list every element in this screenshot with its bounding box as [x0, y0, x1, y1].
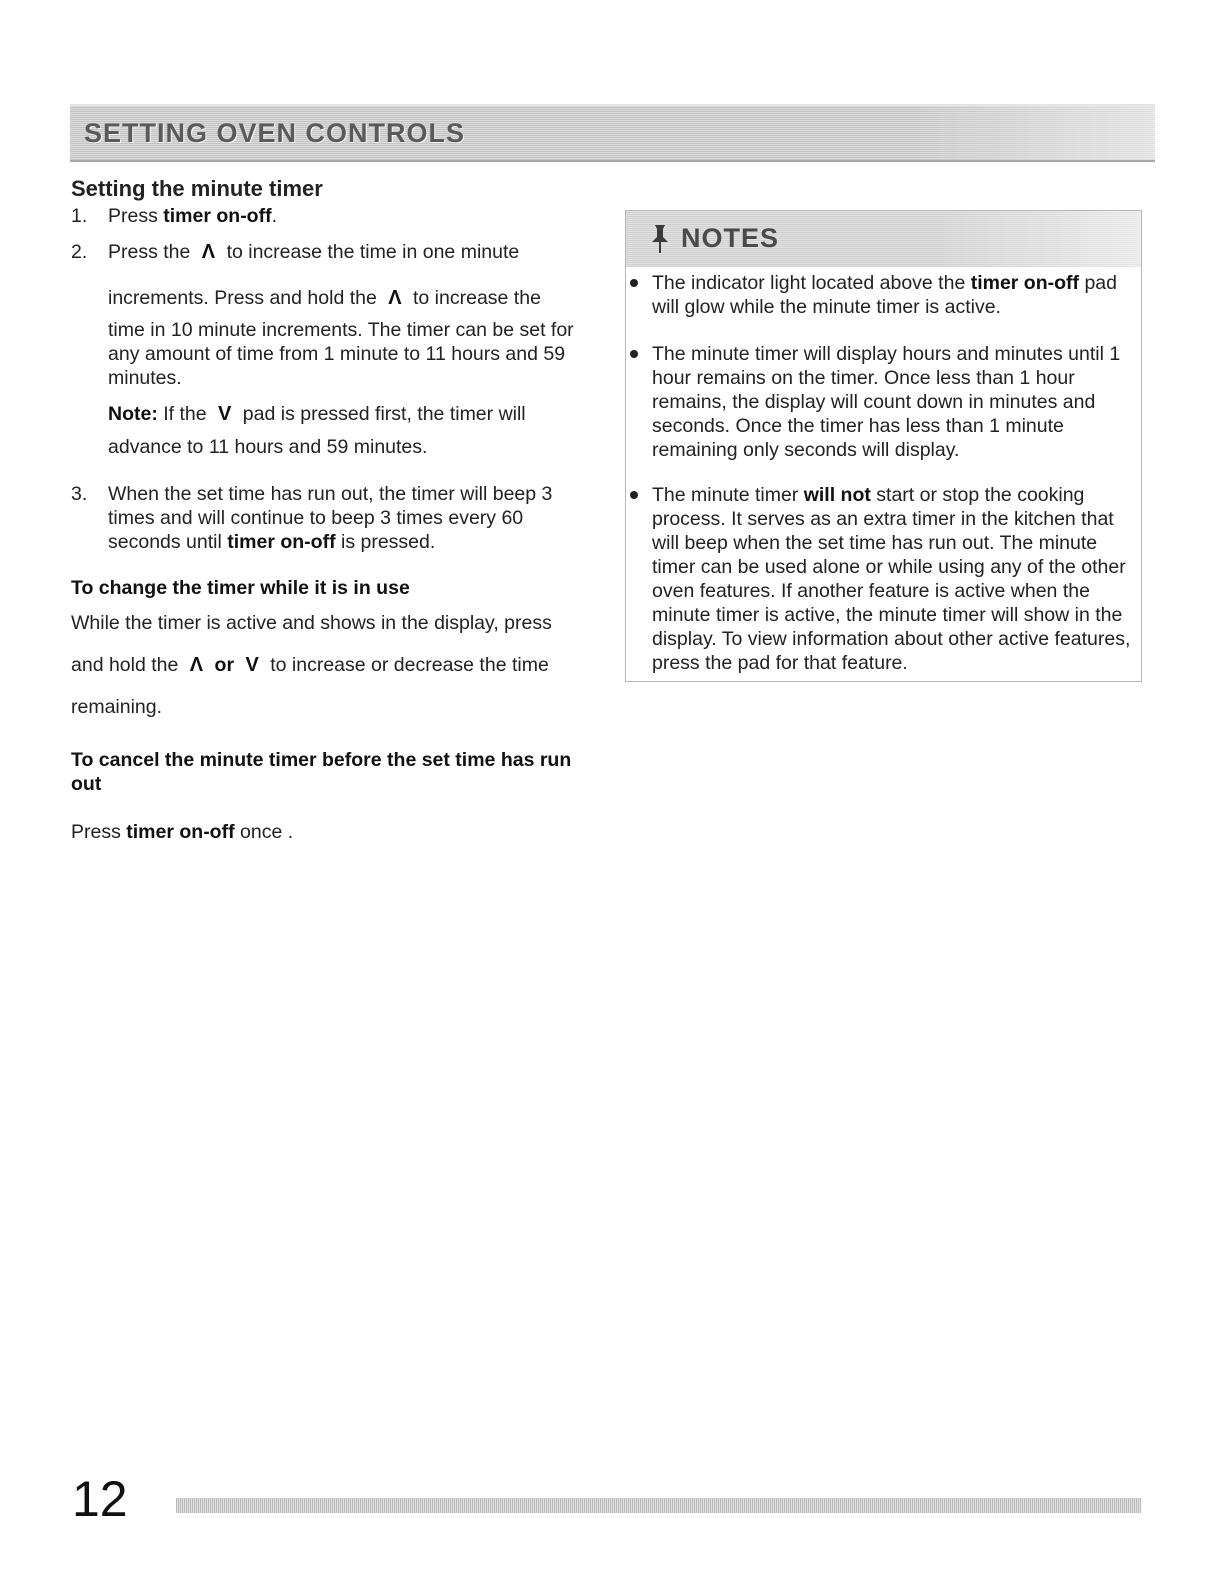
timer-on-off-label: timer on-off [126, 821, 235, 843]
footer-bar [176, 1498, 1141, 1513]
section-title: SETTING OVEN CONTROLS [84, 118, 466, 148]
banner-fade [915, 106, 1155, 160]
step-text: . [271, 205, 278, 227]
note-item [652, 483, 1132, 675]
notes-header-fade [941, 211, 1141, 267]
down-arrow-icon: V [218, 403, 232, 425]
note-label: Note: [108, 403, 158, 425]
step-number: 3. [71, 483, 88, 505]
step-2 [71, 240, 591, 264]
change-timer-text: While the timer is active and shows in the display, press [71, 612, 552, 634]
step-text: increments. Press and hold the [108, 287, 377, 309]
note-text: The minute timer [652, 484, 804, 506]
step-1 [71, 204, 591, 228]
change-timer-text: to increase or decrease the time [270, 654, 549, 676]
cancel-timer-text: Press [71, 821, 127, 843]
note-text: The minute timer will display hours and minutes until 1 hour remains on the timer. Once less than 1 hour remains, the display will count down in minutes and seconds. Once the timer has less than 1 minute remaining only seconds will display. [652, 343, 1121, 461]
down-arrow-icon: V [245, 654, 259, 676]
up-arrow-icon: Λ [388, 287, 402, 309]
step-text: to increase the time in one minute [226, 241, 520, 263]
change-timer-text: and hold the [71, 654, 179, 676]
section-banner [70, 104, 1155, 162]
left-column [71, 176, 591, 202]
note-text: The indicator light located above the [652, 272, 971, 294]
will-not-label: will not [803, 484, 871, 506]
bullet-icon [630, 491, 638, 499]
note-text: If the [157, 403, 207, 425]
note-text: pad is pressed first, the timer will [242, 403, 526, 425]
note-text: pad will glow while the minute timer is active. [652, 272, 1117, 318]
up-arrow-icon: Λ [189, 654, 204, 676]
step-text: is pressed. [335, 531, 436, 553]
step-text: to increase the [413, 287, 541, 309]
timer-on-off-label: timer on-off [163, 205, 272, 227]
bullet-icon [630, 279, 638, 287]
note-item [652, 342, 1132, 462]
timer-on-off-label: timer on-off [227, 531, 336, 553]
notes-title: NOTES [681, 223, 780, 253]
step-3 [71, 482, 591, 554]
pushpin-icon [648, 223, 672, 255]
change-timer-text: remaining. [71, 696, 163, 718]
notes-header [626, 211, 1141, 267]
subsection-heading: Setting the minute timer [71, 176, 323, 201]
up-arrow-icon: Λ [201, 241, 216, 263]
step-text: Press the [108, 241, 191, 263]
note-block [108, 402, 588, 459]
change-timer-section [71, 576, 591, 719]
timer-on-off-label: timer on-off [970, 272, 1080, 294]
step-2-continued [108, 286, 588, 390]
page-number: 12 [72, 1471, 128, 1527]
notes-box [625, 210, 1142, 682]
note-text: advance to 11 hours and 59 minutes. [108, 436, 428, 458]
change-timer-line [71, 653, 591, 677]
cancel-timer-heading: To cancel the minute timer before the set time has run out [71, 749, 572, 795]
step-text: time in 10 minute increments. The timer can be set for any amount of time from 1 minute to 11 hours and 59 minutes. [108, 319, 574, 389]
note-item [652, 271, 1132, 319]
step-number: 1. [71, 205, 88, 227]
step-text: Press [108, 205, 164, 227]
change-timer-heading: To change the timer while it is in use [71, 577, 410, 599]
cancel-timer-section [71, 748, 591, 844]
step-text: When the set time has run out, the timer will beep 3 times and will continue to beep 3 times every 60 seconds until [108, 483, 553, 553]
note-text: start or stop the cooking process. It serves as an extra timer in the kitchen that will beep when the set time has run out. The minute timer can be used alone or while using any of the other oven features. If another feature is active when the minute timer is active, the minute timer will show in the display. To view information about other active features, press the pad for that feature. [652, 484, 1131, 674]
or-label: or [214, 654, 235, 676]
cancel-timer-text: once . [234, 821, 294, 843]
bullet-icon [630, 350, 638, 358]
step-number: 2. [71, 241, 88, 263]
